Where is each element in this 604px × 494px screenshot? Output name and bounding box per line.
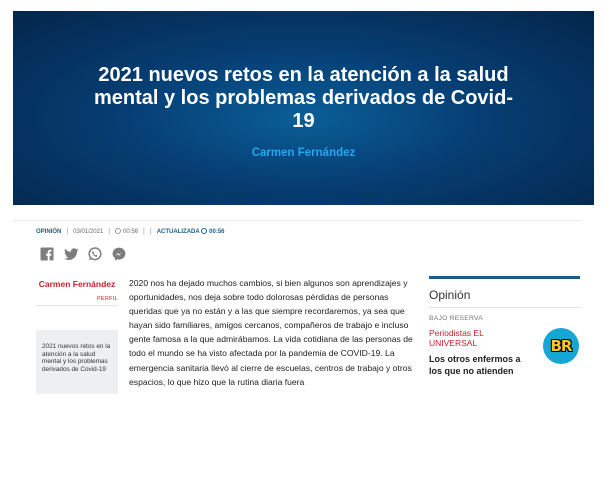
- bajo-reserva-logo[interactable]: [543, 328, 579, 364]
- separator: |: [66, 228, 69, 235]
- related-article-card[interactable]: [36, 330, 118, 394]
- sidebar-title[interactable]: Opinión: [429, 288, 471, 302]
- author-name-link[interactable]: Carmen Fernández: [38, 279, 116, 289]
- clock-icon: [201, 228, 207, 234]
- article-paragraph: 2020 nos ha dejado muchos cambios, si bien algunos son aprendizajes y oportunidades, nos deja sobre todo dolorosas pérdidas de personas queridas que ya no están y a las que siempre recordaremos, ya sea que hayan sido familiares, amigos cercanos, compañeros de trabajo e incluso gente famosa a la que admirábamos. La vida cotidiana de las personas de todo el mundo se ha visto afectada por la pandemia de COVID-19. La emergencia sanitaria llevó al cierre de escuelas, centros de trabajo y otros espacios, lo que hizo que la rutina diaria fuera: [129, 278, 413, 387]
- facebook-icon[interactable]: [40, 247, 54, 261]
- sidebar-divider: [429, 307, 580, 308]
- category-link[interactable]: OPINIÓN: [36, 228, 62, 235]
- publish-date: 03/01/2021: [73, 228, 104, 235]
- separator: |: [143, 228, 145, 235]
- author-profile-link[interactable]: PERFIL: [96, 296, 118, 302]
- clock-icon: [115, 228, 121, 234]
- publish-time: 00:56: [115, 228, 138, 235]
- opinion-sidebar: [429, 276, 580, 377]
- updated-timestamp: ACTUALIZADA 00:56: [156, 229, 225, 235]
- twitter-icon[interactable]: [64, 247, 78, 261]
- article-title: 2021 nuevos retos en la atención a la salud mental y los problemas derivados de Covid-19: [93, 63, 513, 132]
- whatsapp-icon[interactable]: [88, 247, 102, 261]
- br-logo-text: BR: [550, 337, 572, 355]
- article-hero-banner: [13, 11, 594, 205]
- hero-author-link[interactable]: Carmen Fernández: [251, 146, 356, 159]
- column-headline-link[interactable]: Los otros enfermos a los que no atienden: [429, 354, 521, 376]
- share-bar: [40, 247, 126, 261]
- article-body: [129, 276, 419, 394]
- sidebar-top-rule: [429, 276, 580, 279]
- meta-divider: [13, 220, 581, 221]
- author-divider: [36, 305, 118, 306]
- article-meta: [36, 228, 581, 235]
- separator: |: [108, 228, 111, 235]
- column-author-link[interactable]: Periodistas EL UNIVERSAL: [429, 328, 484, 348]
- messenger-icon[interactable]: [112, 247, 126, 261]
- author-card: [36, 279, 118, 306]
- separator: |: [149, 228, 152, 235]
- related-article-title: 2021 nuevos retos en la atención a la salud mental y los problemas derivados de Covid-19: [42, 343, 111, 373]
- column-section-label[interactable]: BAJO RESERVA: [429, 315, 483, 322]
